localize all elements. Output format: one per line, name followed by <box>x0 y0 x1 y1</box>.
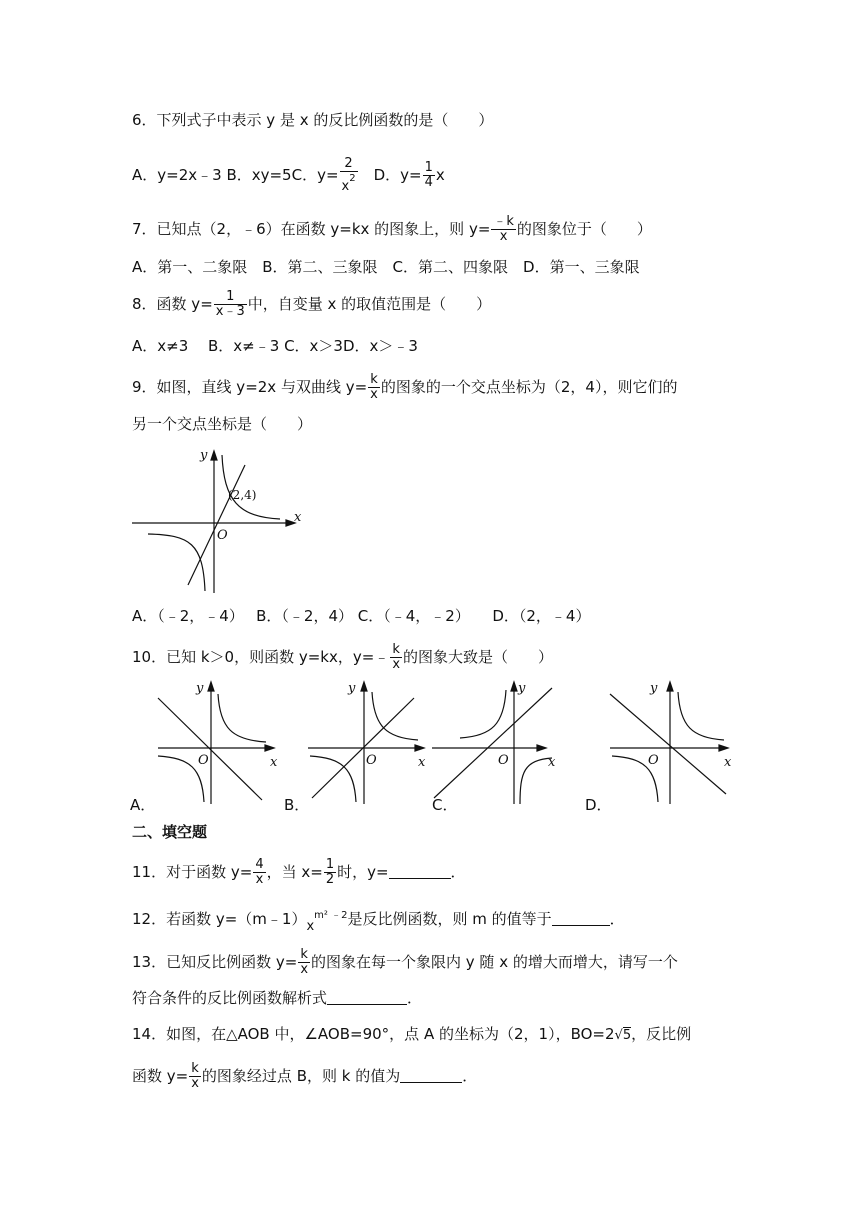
q11-answer-blank[interactable] <box>389 864 451 879</box>
sqrt-symbol: √5 <box>614 1028 632 1043</box>
svg-text:x: x <box>270 755 278 770</box>
svg-text:y: y <box>650 681 658 696</box>
q10-graph-c <box>428 676 568 806</box>
q6-option-a-b: A．y=2x﹣3 B．xy=5C．y= <box>132 166 339 184</box>
q10-graph-d <box>608 676 748 806</box>
q10-option-c-label: C． <box>432 796 458 814</box>
q9-y-arrow <box>211 451 217 460</box>
q9-line <box>188 465 245 585</box>
q10-graph-b <box>304 676 444 806</box>
q6-stem: 6．下列式子中表示 y 是 x 的反比例函数的是（ ） <box>132 111 494 129</box>
q13-stem: 13．已知反比例函数 y= $\frac{k}{x}$ 的图象在每一个象限内 y 随 x 的增大而增大，请写一个 <box>132 947 678 977</box>
q8-stem: 8．函数 y= $\frac{1}{x﹣3}$ 中，自变量 x 的取值范围是（ ） <box>132 289 492 319</box>
q9-origin-label: O <box>217 528 228 543</box>
svg-text:y: y <box>196 681 204 696</box>
q6-option-d: D．y= <box>358 166 422 184</box>
q9-hyperbola-branch-2 <box>148 534 205 591</box>
svg-text:O: O <box>498 753 509 768</box>
q14-answer-blank[interactable] <box>400 1068 462 1083</box>
svg-text:x: x <box>548 755 556 770</box>
q11-stem: 11．对于函数 y= $\frac{4}{x}$ ，当 x= $\frac{1}{2}$ 时，y= ． <box>132 857 466 887</box>
q9-graph <box>130 445 310 595</box>
q13-stem-line2: 符合条件的反比例函数解析式 ． <box>132 989 423 1007</box>
q9-axis-y-label: y <box>200 448 208 463</box>
q10-option-a-label: A． <box>130 796 156 814</box>
q10-stem: 10．已知 k＞0，则函数 y=kx，y=﹣ $\frac{k}{x}$ 的图象大致是（ ） <box>132 642 554 672</box>
svg-text:x: x <box>724 755 732 770</box>
q12-answer-blank[interactable] <box>552 911 610 926</box>
svg-text:O: O <box>198 753 209 768</box>
q14-stem-line2: 函数 y= $\frac{k}{x}$ 的图象经过点 B，则 k 的值为 ． <box>132 1061 478 1091</box>
q7-stem: 7．已知点（2，﹣6）在函数 y=kx 的图象上，则 y= $\frac{﹣k}{x}$ 的图象位于（ ） <box>132 214 652 244</box>
q6-fraction-d: $\frac{1}{4}$ <box>424 160 433 190</box>
q10-graph-a <box>150 676 290 806</box>
q9-point-label: (2,4) <box>228 488 257 502</box>
q9-fraction: $\frac{k}{x}$ <box>370 372 378 402</box>
q9-axis-x-label: x <box>294 510 302 525</box>
q7-options: A．第一、二象限 B．第二、三象限 C．第二、四象限 D．第一、三象限 <box>132 258 640 276</box>
svg-text:y: y <box>348 681 356 696</box>
q9-options: A．（﹣2，﹣4） B．（﹣2，4） C．（﹣4，﹣2） D．（2，﹣4） <box>132 607 591 625</box>
q6-options: A．y=2x﹣3 B．xy=5C．y= $\frac{2}{x^2}$ D．y= $\frac{1}{4}$ x <box>132 156 445 194</box>
q10-option-d-label: D． <box>585 796 612 814</box>
q9-hyperbola-branch-1 <box>222 455 280 519</box>
q10-option-b-label: B． <box>284 796 310 814</box>
q9-stem: 9．如图，直线 y=2x 与双曲线 y= $\frac{k}{x}$ 的图象的一个交点坐标为（2，4），则它们的 <box>132 372 678 402</box>
q8-options: A．x≠3 B．x≠﹣3 C．x＞3D．x＞﹣3 <box>132 337 418 355</box>
q9-stem-line2: 另一个交点坐标是（ ） <box>132 415 313 433</box>
q13-answer-blank[interactable] <box>327 990 407 1005</box>
q8-fraction: $\frac{1}{x﹣3}$ <box>215 289 245 319</box>
svg-text:y: y <box>518 681 526 696</box>
svg-text:x: x <box>418 755 426 770</box>
q14-stem: 14．如图，在△AOB 中，∠AOB=90°，点 A 的坐标为（2，1），BO=2√5，反比例 <box>132 1025 692 1043</box>
q7-fraction: $\frac{﹣k}{x}$ <box>493 214 514 244</box>
section-heading: 二、填空题 <box>132 823 208 841</box>
q12-stem: 12．若函数 $y=(m﹣1)x^{m^2 ﹣2}$是反比例函数，则 m 的值等于 ． <box>132 910 625 934</box>
q6-fraction-c: $\frac{2}{x^2}$ <box>341 156 356 194</box>
q10-fraction: $\frac{k}{x}$ <box>392 642 401 672</box>
svg-text:O: O <box>366 753 377 768</box>
svg-text:O: O <box>648 753 659 768</box>
